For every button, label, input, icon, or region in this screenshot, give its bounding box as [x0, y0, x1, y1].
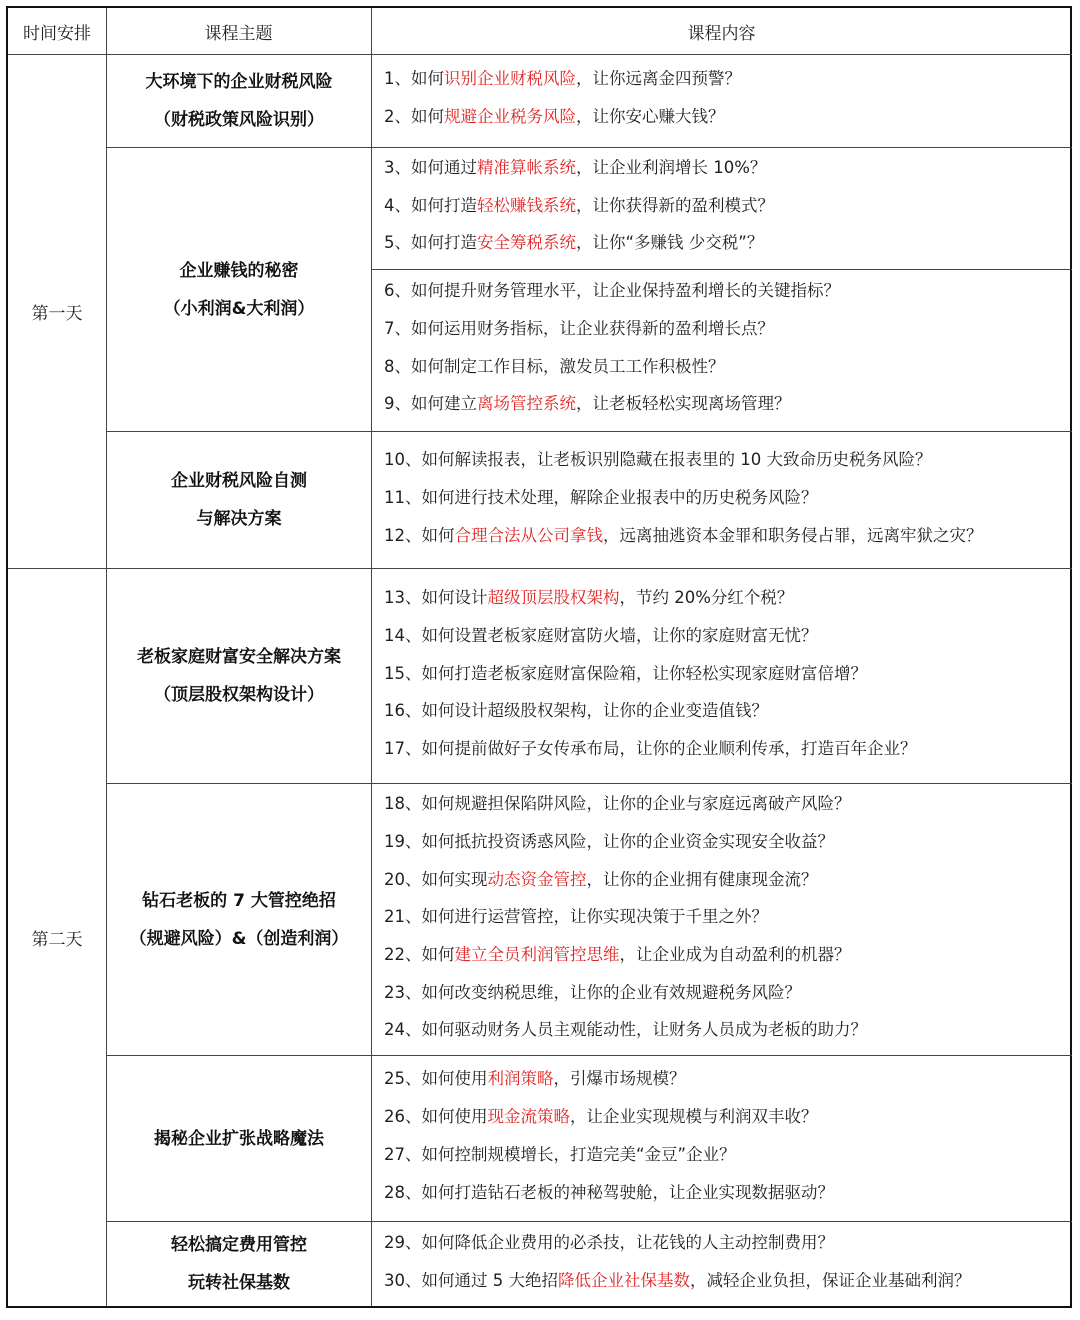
item-text: ，让你的企业拥有健康现金流？	[586, 870, 818, 889]
item-text: 26、如何使用	[384, 1107, 488, 1126]
item-highlight: 安全筹税系统	[477, 233, 576, 252]
item-text: 9、如何建立	[384, 394, 477, 413]
topic-cell	[107, 569, 371, 783]
item-text: 21、如何进行运营管控，让你实现决策于千里之外？	[384, 907, 768, 926]
topic-cell	[107, 148, 371, 431]
topic-line: 企业赚钱的秘密	[179, 260, 299, 281]
content-item	[384, 233, 763, 253]
item-text: 1、如何	[384, 69, 444, 88]
item-text: 16、如何设计超级股权架构，让你的企业变造值钱？	[384, 701, 768, 720]
topic-line: （小利润&大利润）	[163, 298, 315, 319]
topic-line: 老板家庭财富安全解决方案	[137, 647, 341, 667]
content-item	[384, 588, 793, 608]
item-text: 4、如何打造	[384, 196, 477, 215]
content-item	[384, 1107, 818, 1127]
content-item	[384, 794, 851, 814]
item-text: 30、如何通过 5 大绝招	[384, 1271, 558, 1290]
item-text: 27、如何控制规模增长，打造完美“金豆”企业？	[384, 1145, 736, 1164]
item-text: ，让你“多赚钱 少交税”？	[576, 233, 764, 252]
content-item	[384, 664, 867, 684]
item-text: 28、如何打造钻石老板的神秘驾驶舱，让企业实现数据驱动？	[384, 1183, 834, 1202]
item-highlight: 离场管控系统	[477, 394, 576, 413]
topic-cell	[107, 432, 371, 568]
header-topic: 课程主题	[204, 23, 273, 44]
item-highlight: 合理合法从公司拿钱	[454, 526, 603, 545]
item-text: 14、如何设置老板家庭财富防火墙，让你的家庭财富无忧？	[384, 626, 818, 645]
topic-line: 轻松搞定费用管控	[171, 1235, 307, 1255]
topic-line: 钻石老板的 7 大管控绝招	[142, 890, 336, 911]
item-text: ，让老板轻松实现离场管理？	[576, 394, 791, 413]
item-text: ，让你获得新的盈利模式？	[576, 196, 774, 215]
content-item	[384, 983, 801, 1003]
topic-line: 揭秘企业扩张战略魔法	[154, 1128, 324, 1149]
item-text: 24、如何驱动财务人员主观能动性，让财务人员成为老板的助力？	[384, 1020, 867, 1039]
content-item	[384, 832, 834, 852]
item-text: 15、如何打造老板家庭财富保险箱，让你轻松实现家庭财富倍增？	[384, 664, 867, 683]
topic-line: （顶层股权架构设计）	[154, 685, 324, 705]
item-text: ，让你远离金四预警？	[576, 69, 741, 88]
content-item	[384, 1183, 834, 1203]
content-item	[384, 526, 983, 546]
item-highlight: 动态资金管控	[487, 870, 587, 889]
content-item	[384, 1233, 834, 1253]
topic-cell	[107, 1222, 371, 1306]
item-text: 10、如何解读报表，让老板识别隐藏在报表里的 10 大致命历史税务风险？	[384, 450, 932, 469]
item-text: ，让企业利润增长 10%？	[576, 158, 767, 177]
content-item	[384, 394, 791, 414]
item-text: ，让企业成为自动盈利的机器？	[619, 945, 851, 964]
content-item	[384, 739, 917, 759]
topic-line: 企业财税风险自测	[171, 471, 307, 491]
day-label: 第二天	[31, 930, 83, 950]
content-item	[384, 450, 931, 470]
content-item	[384, 1271, 970, 1291]
header-content: 课程内容	[687, 23, 756, 44]
content-item	[384, 107, 725, 127]
content-item	[384, 196, 774, 216]
item-text: 23、如何改变纳税思维，让你的企业有效规避税务风险？	[384, 983, 801, 1002]
topic-line: 大环境下的企业财税风险	[145, 72, 333, 92]
item-highlight: 识别企业财税风险	[444, 69, 576, 88]
content-item	[384, 907, 768, 927]
item-highlight: 降低企业社保基数	[557, 1271, 690, 1290]
item-highlight: 现金流策略	[487, 1107, 570, 1126]
item-highlight: 轻松赚钱系统	[477, 196, 576, 215]
item-text: 7、如何运用财务指标，让企业获得新的盈利增长点？	[384, 319, 774, 338]
item-text: ，让你安心赚大钱？	[576, 107, 725, 126]
item-highlight: 精准算帐系统	[477, 158, 576, 177]
content-item	[384, 357, 725, 377]
content-item	[384, 1020, 867, 1040]
item-text: ，节约 20%分红个税？	[619, 588, 794, 607]
col-divider	[371, 8, 372, 1306]
topic-line: 与解决方案	[196, 509, 282, 529]
topic-cell	[107, 1056, 371, 1221]
item-text: ，减轻企业负担，保证企业基础利润？	[689, 1271, 971, 1290]
content-item	[384, 281, 840, 301]
item-text: 17、如何提前做好子女传承布局，让你的企业顺利传承，打造百年企业？	[384, 739, 917, 758]
item-highlight: 利润策略	[487, 1069, 554, 1088]
item-text: 19、如何抵抗投资诱惑风险，让你的企业资金实现安全收益？	[384, 832, 834, 851]
row-divider	[371, 269, 1072, 270]
topic-cell	[107, 55, 371, 147]
item-text: 5、如何打造	[384, 233, 477, 252]
item-text: 18、如何规避担保陷阱风险，让你的企业与家庭远离破产风险？	[384, 794, 851, 813]
item-text: 12、如何	[384, 526, 455, 545]
item-highlight: 超级顶层股权架构	[487, 588, 620, 607]
content-item	[384, 1145, 736, 1165]
content-item	[384, 945, 851, 965]
day-label: 第一天	[31, 304, 83, 324]
content-item	[384, 626, 818, 646]
content-item	[384, 319, 774, 339]
item-text: 29、如何降低企业费用的必杀技，让花钱的人主动控制费用？	[384, 1233, 834, 1252]
item-text: ，让企业实现规模与利润双丰收？	[570, 1107, 818, 1126]
content-item	[384, 1069, 686, 1089]
topic-line: （规避风险）&（创造利润）	[129, 928, 349, 949]
item-text: 25、如何使用	[384, 1069, 488, 1088]
course-schedule-table	[6, 6, 1072, 1308]
item-text: ，远离抽逃资本金罪和职务侵占罪，远离牢狱之灾？	[603, 526, 983, 545]
content-item	[384, 69, 741, 89]
item-text: ，引爆市场规模？	[553, 1069, 686, 1088]
header-time: 时间安排	[23, 23, 91, 44]
item-text: 11、如何进行技术处理，解除企业报表中的历史税务风险？	[384, 488, 818, 507]
item-text: 8、如何制定工作目标，激发员工工作积极性？	[384, 357, 725, 376]
item-text: 2、如何	[384, 107, 444, 126]
content-item	[384, 488, 818, 508]
item-text: 13、如何设计	[384, 588, 488, 607]
item-text: 20、如何实现	[384, 870, 488, 889]
item-text: 6、如何提升财务管理水平，让企业保持盈利增长的关键指标？	[384, 281, 840, 300]
content-item	[384, 158, 766, 178]
topic-line: （财税政策风险识别）	[154, 110, 324, 130]
item-text: 3、如何通过	[384, 158, 477, 177]
topic-cell	[107, 784, 371, 1055]
content-item	[384, 701, 768, 721]
item-text: 22、如何	[384, 945, 455, 964]
topic-line: 玩转社保基数	[188, 1273, 290, 1293]
item-highlight: 建立全员利润管控思维	[454, 945, 620, 964]
content-item	[384, 870, 818, 890]
item-highlight: 规避企业税务风险	[444, 107, 576, 126]
